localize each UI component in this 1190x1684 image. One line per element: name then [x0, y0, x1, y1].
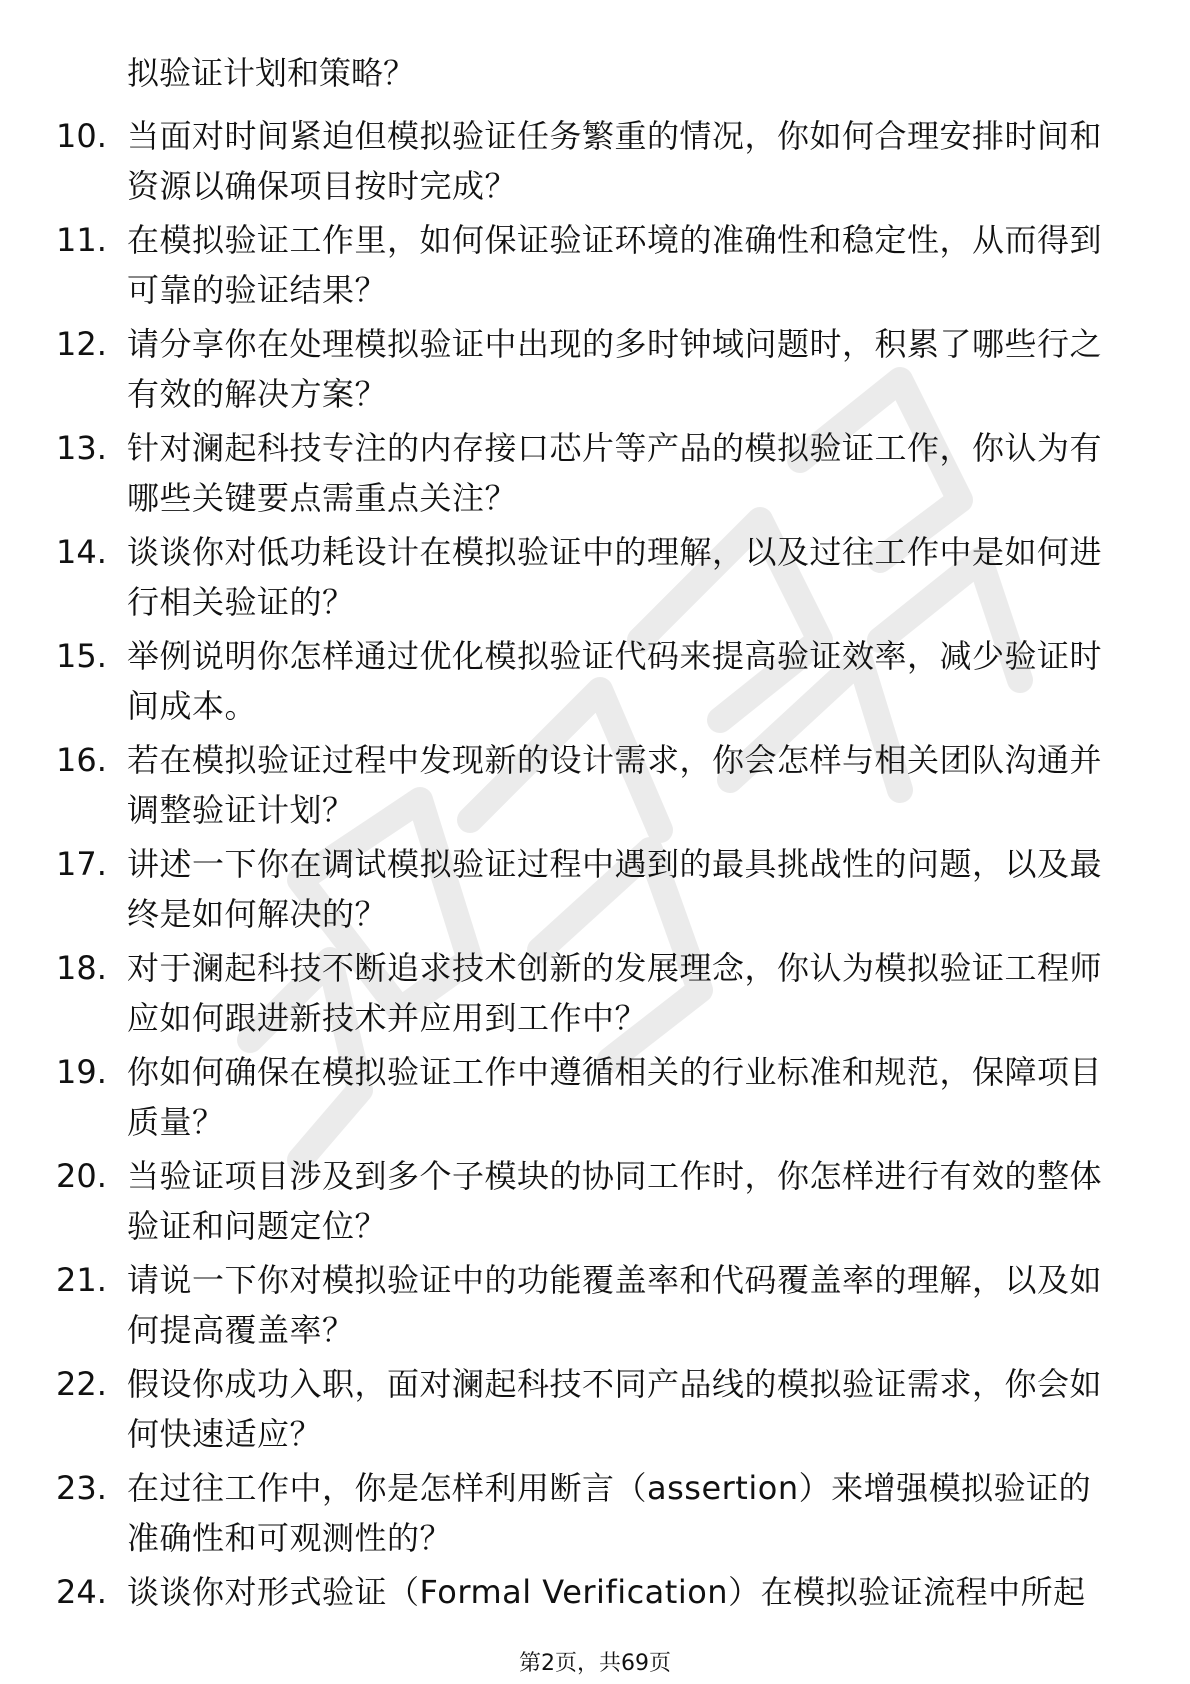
question-number: 14. — [56, 533, 107, 571]
question-text: 讲述一下你在调试模拟验证过程中遇到的最具挑战性的问题，以及最终是如何解决的？ — [127, 845, 1103, 933]
question-number: 10. — [56, 117, 107, 155]
list-item — [0, 111, 1190, 215]
question-number: 22. — [56, 1365, 107, 1403]
list-item — [0, 215, 1190, 319]
question-number: 16. — [56, 741, 107, 779]
question-number: 11. — [56, 221, 107, 259]
question-number: 17. — [56, 845, 107, 883]
list-item — [0, 839, 1190, 943]
question-text: 假设你成功入职，面对澜起科技不同产品线的模拟验证需求，你会如何快速适应？ — [127, 1365, 1103, 1453]
question-text: 当验证项目涉及到多个子模块的协同工作时，你怎样进行有效的整体验证和问题定位？ — [127, 1157, 1103, 1245]
question-text: 请说一下你对模拟验证中的功能覆盖率和代码覆盖率的理解，以及如何提高覆盖率？ — [127, 1261, 1103, 1349]
carry-over-text: 拟验证计划和策略？ — [127, 54, 416, 92]
list-item — [0, 1463, 1190, 1567]
question-number: 24. — [56, 1573, 107, 1611]
list-item — [0, 631, 1190, 735]
question-number: 21. — [56, 1261, 107, 1299]
question-number: 12. — [56, 325, 107, 363]
question-number: 18. — [56, 949, 107, 987]
question-text: 在模拟验证工作里，如何保证验证环境的准确性和稳定性，从而得到可靠的验证结果？ — [127, 221, 1103, 309]
question-text: 请分享你在处理模拟验证中出现的多时钟域问题时，积累了哪些行之有效的解决方案？ — [127, 325, 1103, 413]
list-item — [0, 423, 1190, 527]
question-text: 针对澜起科技专注的内存接口芯片等产品的模拟验证工作，你认为有哪些关键要点需重点关注？ — [127, 429, 1103, 517]
page-footer: 第2页，共69页 — [519, 1651, 671, 1676]
list-item — [0, 735, 1190, 839]
list-item — [0, 319, 1190, 423]
question-number: 20. — [56, 1157, 107, 1195]
list-item — [0, 527, 1190, 631]
list-item — [0, 1151, 1190, 1255]
list-item — [0, 1359, 1190, 1463]
question-text: 举例说明你怎样通过优化模拟验证代码来提高验证效率，减少验证时间成本。 — [127, 637, 1103, 725]
list-item — [0, 1047, 1190, 1151]
question-number: 15. — [56, 637, 107, 675]
question-number: 19. — [56, 1053, 107, 1091]
list-item — [0, 943, 1190, 1047]
question-text: 对于澜起科技不断追求技术创新的发展理念，你认为模拟验证工程师应如何跟进新技术并应用到工作中？ — [127, 949, 1103, 1037]
question-text: 谈谈你对低功耗设计在模拟验证中的理解，以及过往工作中是如何进行相关验证的？ — [127, 533, 1103, 621]
question-text: 当面对时间紧迫但模拟验证任务繁重的情况，你如何合理安排时间和资源以确保项目按时完成？ — [127, 117, 1103, 205]
question-number: 23. — [56, 1469, 107, 1507]
question-text: 你如何确保在模拟验证工作中遵循相关的行业标准和规范，保障项目质量？ — [127, 1053, 1103, 1141]
question-text: 若在模拟验证过程中发现新的设计需求，你会怎样与相关团队沟通并调整验证计划？ — [127, 741, 1103, 829]
question-number: 13. — [56, 429, 107, 467]
question-text: 谈谈你对形式验证（Formal Verification）在模拟验证流程中所起 — [127, 1573, 1086, 1611]
question-text: 在过往工作中，你是怎样利用断言（assertion）来增强模拟验证的准确性和可观测性的？ — [127, 1469, 1092, 1557]
question-list — [0, 111, 1190, 1671]
list-item — [0, 1255, 1190, 1359]
